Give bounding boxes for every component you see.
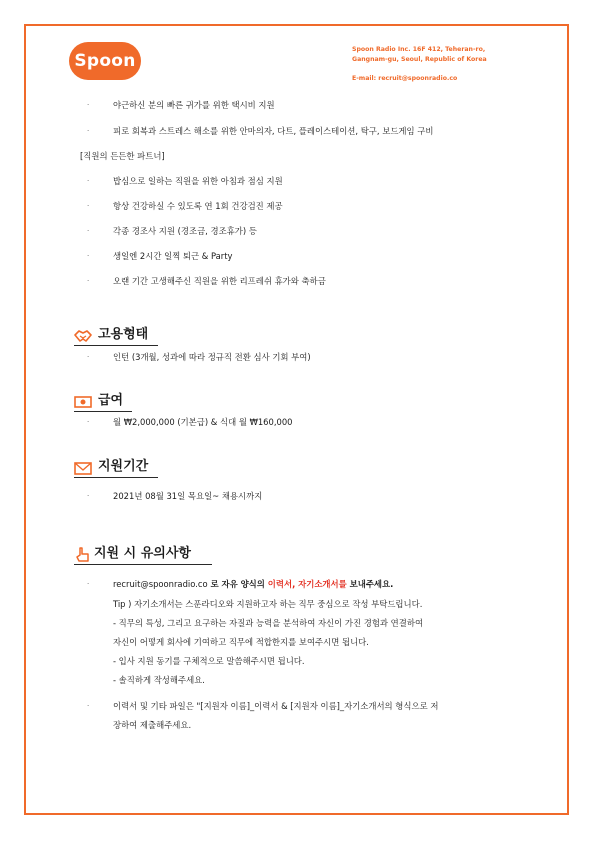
list-item xyxy=(87,200,283,212)
file-naming-text: 이력서 및 기타 파일은 "[지원자 이름]_이력서 & [지원자 이름]_자기소개서의 형식으로 저 xyxy=(113,701,439,711)
company-email: E-mail: recruit@spoonradio.co xyxy=(352,75,458,82)
list-item xyxy=(87,578,394,590)
salary-text: 월 ₩2,000,000 (기본급) & 식대 월 ₩160,000 xyxy=(113,417,293,427)
section-underline xyxy=(74,411,132,412)
period-text: 2021년 08월 31일 목요일~ 채용시까지 xyxy=(113,491,263,501)
list-item xyxy=(87,490,263,502)
partner-heading: [직원의 든든한 파트너] xyxy=(80,151,165,161)
employment-title: 고용형태 xyxy=(98,327,149,342)
section-underline xyxy=(74,477,158,478)
bullet-dot: · xyxy=(87,127,90,135)
list-item xyxy=(87,99,275,111)
list-item xyxy=(87,225,257,237)
list-item xyxy=(87,351,311,363)
bullet-dot: · xyxy=(87,580,90,588)
apply-email: recruit@spoonradio.co xyxy=(113,579,208,589)
list-item xyxy=(87,275,326,287)
benefit-text: 야근하신 분의 빠른 귀가를 위한 택시비 지원 xyxy=(113,100,275,110)
period-title: 지원기간 xyxy=(98,459,149,474)
benefit-text: 항상 건강하실 수 있도록 연 1회 건강검진 제공 xyxy=(113,201,283,211)
list-item xyxy=(87,125,434,137)
benefit-text: 피로 회복과 스트레스 해소를 위한 안마의자, 다트, 플레이스테이션, 탁구, 보드게임 구비 xyxy=(113,126,434,136)
page-border xyxy=(24,24,569,815)
spoon-logo: Spoon xyxy=(69,42,141,80)
list-item xyxy=(87,175,283,187)
list-item xyxy=(87,700,439,712)
list-item xyxy=(87,250,233,262)
employment-text: 인턴 (3개월, 성과에 따라 정규직 전환 심사 기회 부여) xyxy=(113,352,311,362)
bullet-dot: · xyxy=(87,418,90,426)
benefit-text: 각종 경조사 지원 (경조금, 경조휴가) 등 xyxy=(113,226,257,236)
tip-line: - 직무의 특성, 그리고 요구하는 자질과 능력을 분석하여 자신이 가진 경험과 연결하여 xyxy=(113,618,424,628)
tip-line: - 입사 지원 동기를 구체적으로 말씀해주시면 됩니다. xyxy=(113,656,305,666)
bullet-dot: · xyxy=(87,492,90,500)
benefit-text: 생일엔 2시간 일찍 퇴근 & Party xyxy=(113,251,233,261)
bullet-dot: · xyxy=(87,202,90,210)
bullet-dot: · xyxy=(87,177,90,185)
handshake-icon xyxy=(74,328,92,344)
notes-title: 지원 시 유의사항 xyxy=(94,546,191,561)
file-naming-text-cont: 장하여 제출해주세요. xyxy=(113,720,192,730)
tip-line: 자신이 어떻게 회사에 기여하고 직무에 적합한지를 보여주시면 됩니다. xyxy=(113,637,369,647)
address-line-2: Gangnam-gu, Seoul, Republic of Korea xyxy=(352,56,487,63)
money-icon xyxy=(74,394,92,410)
bullet-dot: · xyxy=(87,702,90,710)
salary-title: 급여 xyxy=(98,393,124,408)
benefit-text: 밥심으로 일하는 직원을 위한 아침과 점심 지원 xyxy=(113,176,283,186)
section-underline xyxy=(74,564,212,565)
apply-text-mid: 로 자유 양식의 xyxy=(207,579,268,589)
benefit-text: 오랜 기간 고생해주신 직원을 위한 리프레쉬 휴가와 축하금 xyxy=(113,276,326,286)
apply-highlight: 이력서, 자기소개서를 xyxy=(267,579,347,589)
bullet-dot: · xyxy=(87,227,90,235)
list-item xyxy=(87,416,293,428)
envelope-icon xyxy=(74,460,92,476)
section-underline xyxy=(74,345,158,346)
tip-line: - 솔직하게 작성해주세요. xyxy=(113,675,205,685)
tip-line: Tip ) 자기소개서는 스푼라디오와 지원하고자 하는 직무 중심으로 작성 부탁드립니다. xyxy=(113,599,423,609)
apply-text-end: 보내주세요. xyxy=(346,579,394,589)
pointing-hand-icon xyxy=(74,547,92,563)
company-info xyxy=(352,45,552,84)
bullet-dot: · xyxy=(87,101,90,109)
bullet-dot: · xyxy=(87,277,90,285)
bullet-dot: · xyxy=(87,353,90,361)
address-line-1: Spoon Radio Inc. 16F 412, Teheran-ro, xyxy=(352,46,486,53)
bullet-dot: · xyxy=(87,252,90,260)
